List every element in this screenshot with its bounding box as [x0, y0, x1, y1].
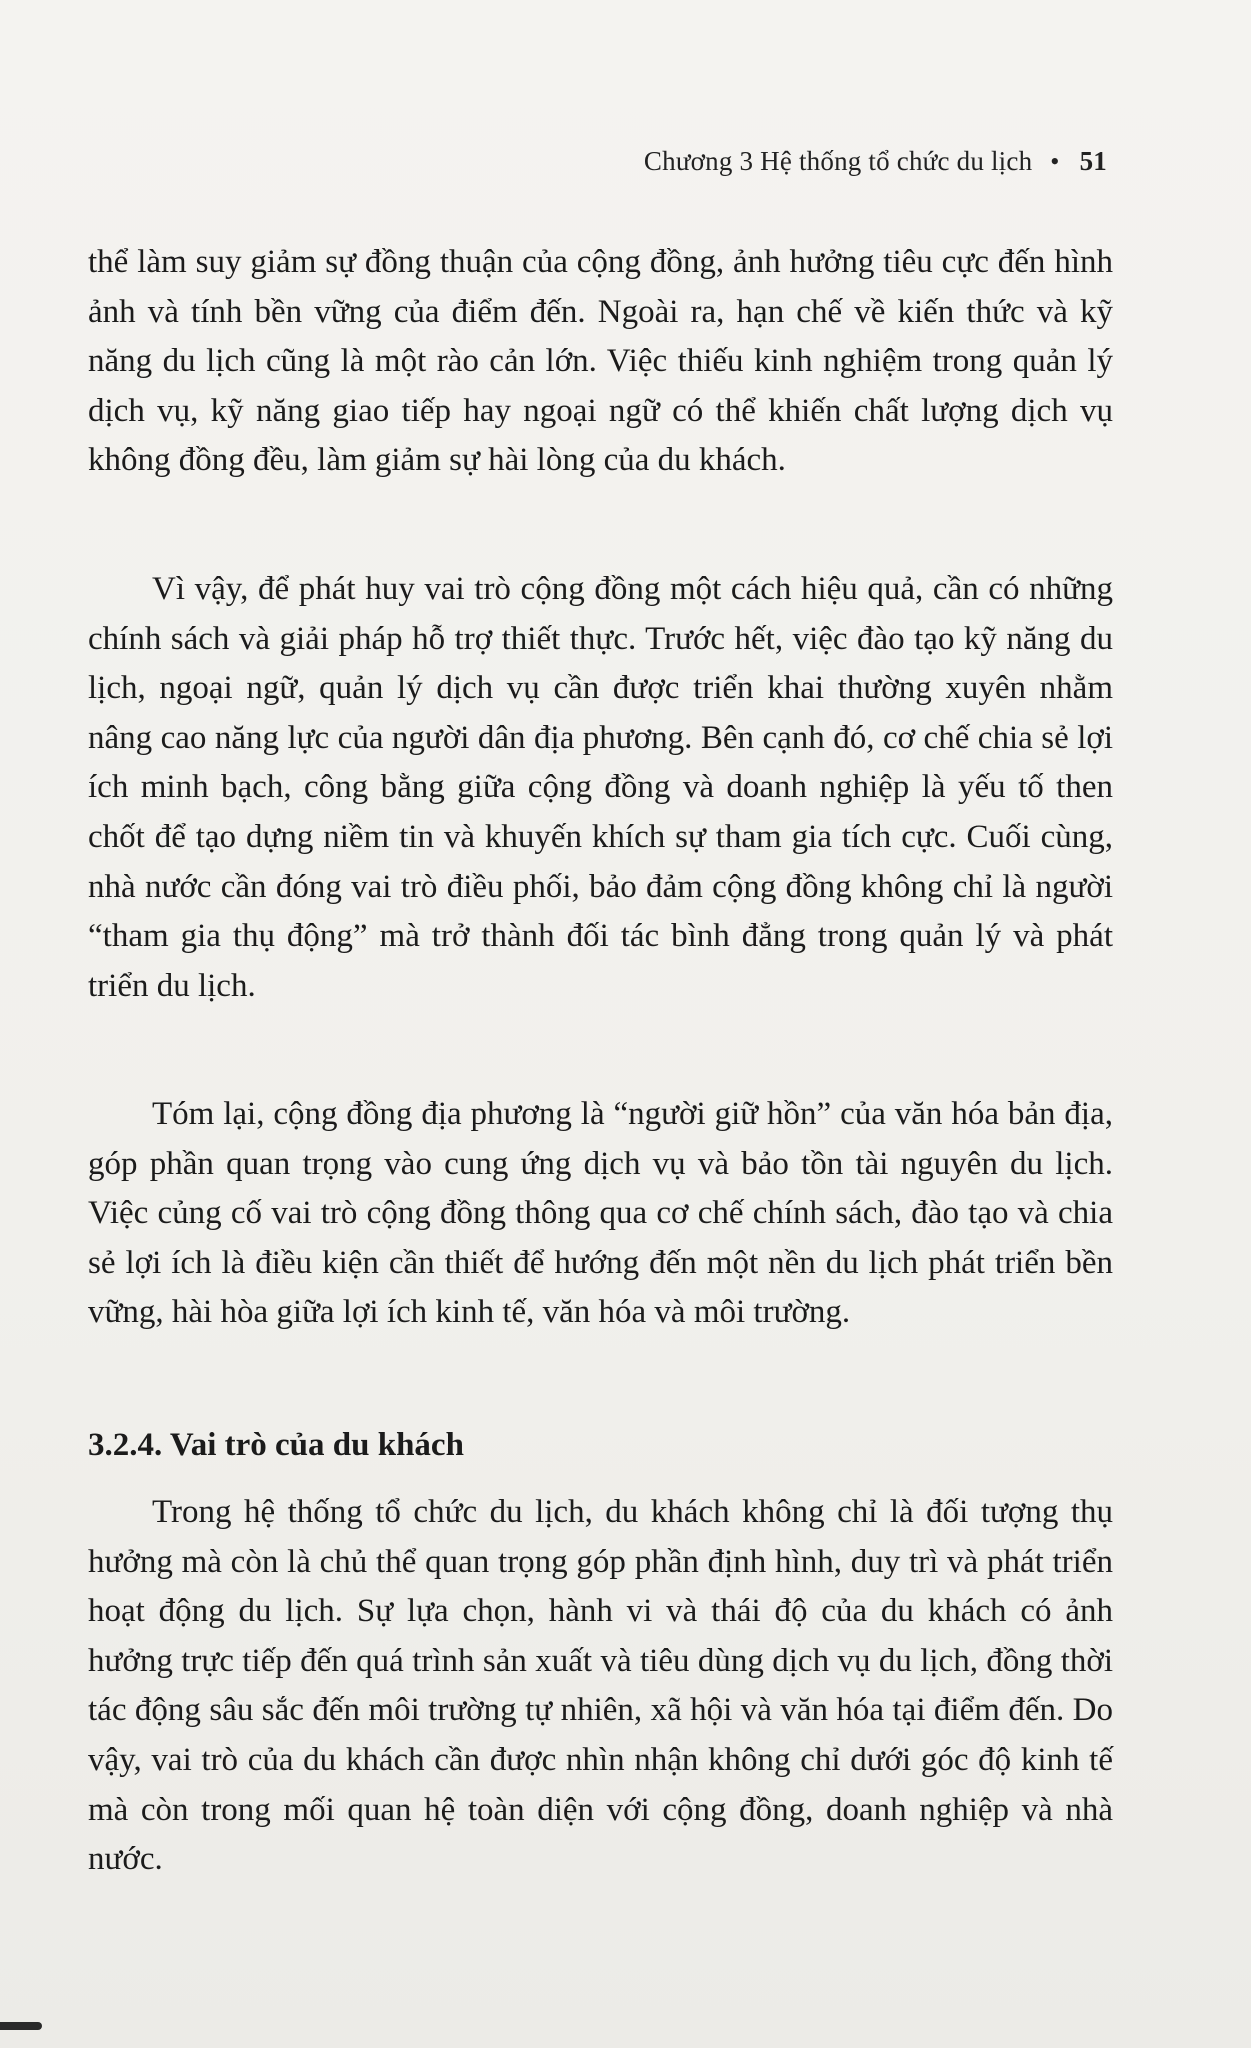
header-bullet: •	[1050, 147, 1060, 176]
paragraph-summary: Tóm lại, cộng đồng địa phương là “người giữ hồn” của văn hóa bản địa, góp phần quan trọng vào cung ứng dịch vụ và bảo tồn tài nguyên du lịch. Việc củng cố vai trò cộng đồng thông qua cơ chế chính sách, đào tạo và chia sẻ lợi ích là điều kiện cần thiết để hướng đến một nền du lịch phát triển bền vững, hài hòa giữa lợi ích kinh tế, văn hóa và môi trường.	[88, 1096, 1113, 1331]
paragraph-continuation: thể làm suy giảm sự đồng thuận của cộng đồng, ảnh hưởng tiêu cực đến hình ảnh và tính bền vững của điểm đến. Ngoài ra, hạn chế về kiến thức và kỹ năng du lịch cũng là một rào cản lớn. Việc thiếu kinh nghiệm trong quản lý dịch vụ, kỹ năng giao tiếp hay ngoại ngữ có thể khiến chất lượng dịch vụ không đồng đều, làm giảm sự hài lòng của du khách.	[88, 244, 1113, 479]
section-heading: 3.2.4. Vai trò của du khách	[88, 1427, 464, 1463]
paragraph-tourist-role: Trong hệ thống tổ chức du lịch, du khách không chỉ là đối tượng thụ hưởng mà còn là chủ thể quan trọng góp phần định hình, duy trì và phát triển hoạt động du lịch. Sự lựa chọn, hành vi và thái độ của du khách có ảnh hưởng trực tiếp đến quá trình sản xuất và tiêu dùng dịch vụ du lịch, đồng thời tác động sâu sắc đến môi trường tự nhiên, xã hội và văn hóa tại điểm đến. Do vậy, vai trò của du khách cần được nhìn nhận không chỉ dưới góc độ kinh tế mà còn trong mối quan hệ toàn diện với cộng đồng, doanh nghiệp và nhà nước.	[88, 1494, 1113, 1878]
running-header	[644, 148, 1107, 175]
chapter-title: Chương 3 Hệ thống tổ chức du lịch	[643, 146, 1033, 176]
paragraph-solutions: Vì vậy, để phát huy vai trò cộng đồng một cách hiệu quả, cần có những chính sách và giải pháp hỗ trợ thiết thực. Trước hết, việc đào tạo kỹ năng du lịch, ngoại ngữ, quản lý dịch vụ cần được triển khai thường xuyên nhằm nâng cao năng lực của người dân địa phương. Bên cạnh đó, cơ chế chia sẻ lợi ích minh bạch, công bằng giữa cộng đồng và doanh nghiệp là yếu tố then chốt để tạo dựng niềm tin và khuyến khích sự tham gia tích cực. Cuối cùng, nhà nước cần đóng vai trò điều phối, bảo đảm cộng đồng không chỉ là người “tham gia thụ động” mà trở thành đối tác bình đẳng trong quản lý và phát triển du lịch.	[88, 571, 1113, 1004]
page-number: 51	[1079, 146, 1107, 176]
page-edge-mark	[0, 2022, 42, 2030]
